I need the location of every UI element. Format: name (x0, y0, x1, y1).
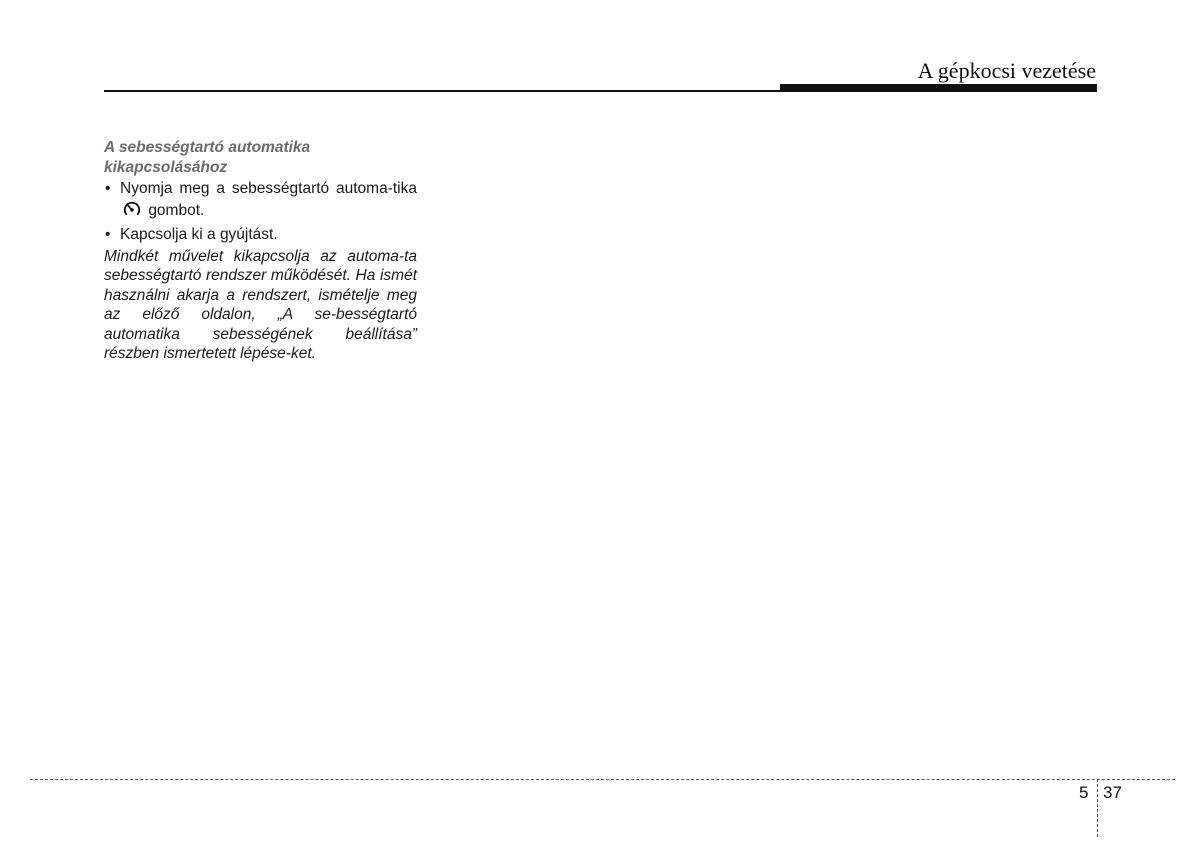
chapter-number: 5 (1079, 783, 1089, 802)
bullet-item-press-button (104, 179, 417, 224)
section-heading: A sebességtartó automatika kikapcsolásához (104, 139, 311, 176)
header-rule-thin (104, 90, 784, 92)
note-paragraph: Mindkét művelet kikapcsolja az automa-ta sebességtartó rendszer működését. Ha ismét használni akarja a rendszert, ismételje meg az előző oldalon, „A se-bességtartó automatika sebességének beállítása” részben ismertetett lépése-ket. (104, 247, 417, 362)
cruise-control-icon (122, 199, 142, 225)
bullet-item-ignition-off: • Kapcsolja ki a gyújtást. (104, 225, 417, 245)
bullet-text-before-icon: Nyomja meg a sebességtartó automa-tika (120, 180, 417, 197)
text-column (104, 138, 417, 364)
page-header-title: A gépkocsi vezetése (917, 58, 1096, 83)
page-number: 37 (1103, 783, 1122, 802)
footer-dashed-divider (1097, 779, 1098, 837)
bullet-text-after-icon: gombot. (148, 201, 205, 219)
footer-dashed-rule (30, 779, 1175, 780)
bullet-list (104, 179, 417, 245)
header-rule-thick (780, 84, 1097, 92)
